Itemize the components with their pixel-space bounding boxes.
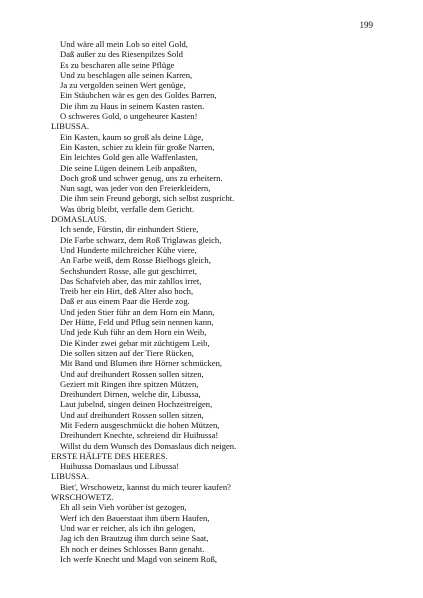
verse-line: Daß außer zu des Riesenpilzes Sold xyxy=(60,49,183,60)
verse-line: Und zu beschlagen alle seinen Karren, xyxy=(60,69,193,80)
verse-line: Willst du dem Wunsch des Domaslaus dich neigen. xyxy=(60,440,237,451)
verse-line: Jag ich den Brautzug ihm durch seine Saat, xyxy=(60,533,209,544)
verse-line: Dreihundert Dirnen, welche dir, Libussa, xyxy=(60,389,201,400)
verse-line: Eh all sein Vieh vorüber ist gezogen, xyxy=(60,502,187,513)
verse-line: O schweres Gold, o ungeheurer Kasten! xyxy=(60,111,198,122)
verse-line: Ein leichtes Gold gen alle Waffenlasten, xyxy=(60,152,198,163)
verse-line: Werf ich den Bauerstaat ihm übern Haufen, xyxy=(60,512,210,523)
verse-line: Und war er reicher, als ich ihn gelogen, xyxy=(60,522,196,533)
verse-line: Und jede Kuh führ an dem Horn ein Weib, xyxy=(60,327,207,338)
verse-line: Dreihundert Knechte, schreiend dir Huihussa! xyxy=(60,430,219,441)
verse-line: Die sollen sitzen auf der Tiere Rücken, xyxy=(60,347,194,358)
speaker-name: ERSTE HÄLFTE DES HEERES. xyxy=(51,450,168,461)
speaker-name: WRSCHOWETZ. xyxy=(51,492,114,503)
verse-line: Huihussa Domaslaus und Libussa! xyxy=(60,461,180,472)
verse-line: Ja zu vergolden seinen Wert genüge, xyxy=(60,80,186,91)
verse-line: Mit Band und Blumen ihre Hörner schmücken, xyxy=(60,358,223,369)
verse-line: Treib her ein Hirt, deß Alter also hoch, xyxy=(60,286,194,297)
verse-line: Was übrig bleibt, verfalle dem Gericht. xyxy=(60,203,195,214)
verse-line: Biet', Wrschowetz, kannst du mich teurer kaufen? xyxy=(60,481,231,492)
verse-line: Ein Kasten, kaum so groß als deine Lüge, xyxy=(60,131,204,142)
verse-line: Ein Stäubchen wär es gen des Goldes Barren, xyxy=(60,90,217,101)
page-text xyxy=(51,39,391,564)
verse-line: Nun sagt, was jeder von den Freierkleidern, xyxy=(60,183,211,194)
verse-line: Mit Federn ausgeschmückt die hohen Mützen, xyxy=(60,419,220,430)
verse-line: Die ihm sein Freund geborgt, sich selbst zuspricht. xyxy=(60,193,235,204)
verse-line: Ein Kasten, schier zu klein für große Narren, xyxy=(60,141,215,152)
verse-line: Und jeden Stier führ an dem Horn ein Mann, xyxy=(60,306,215,317)
verse-line: Die ihm zu Haus in seinem Kasten rasten. xyxy=(60,100,205,111)
verse-line: An Farbe weiß, dem Rosse Bielbogs gleich, xyxy=(60,255,211,266)
verse-line: Das Schafvieh aber, das mir zahllos irret, xyxy=(60,275,202,286)
page-number: 199 xyxy=(359,20,373,30)
verse-line: Die Farbe schwarz, dem Roß Triglawas gleich, xyxy=(60,234,222,245)
verse-line: Doch groß und schwer genug, uns zu erheitern. xyxy=(60,172,223,183)
verse-line: Eh noch er deines Schlosses Bann genaht. xyxy=(60,543,205,554)
verse-line: Und auf dreihundert Rossen sollen sitzen, xyxy=(60,409,204,420)
verse-line: Laut jubelnd, singen deinen Hochzeitreigen, xyxy=(60,399,213,410)
speaker-name: LIBUSSA. xyxy=(51,121,89,132)
verse-line: Die Kinder zwei gebar mit züchtigem Leib, xyxy=(60,337,210,348)
verse-line: Die seine Lügen deinem Leib anpaßten, xyxy=(60,162,197,173)
speaker-name: LIBUSSA. xyxy=(51,471,89,482)
verse-line: Daß er aus einem Paar die Herde zog. xyxy=(60,296,190,307)
speaker-name: DOMASLAUS. xyxy=(51,214,107,225)
verse-line: Der Hütte, Feld und Pflug sein nennen kann, xyxy=(60,317,214,328)
verse-line: Ich werfe Knecht und Magd von seinem Roß, xyxy=(60,553,218,564)
verse-line: Es zu bescharen alle seine Pflüge xyxy=(60,59,175,70)
verse-line: Geziert mit Ringen ihre spitzen Mützen, xyxy=(60,378,199,389)
verse-line: Sechshundert Rosse, alle gut geschirret, xyxy=(60,265,197,276)
verse-line: Und Hunderte milchreicher Kühe viere, xyxy=(60,244,197,255)
verse-line: Und wäre all mein Lob so eitel Gold, xyxy=(60,39,188,49)
verse-line: Und auf dreihundert Rossen sollen sitzen, xyxy=(60,368,204,379)
verse-line: Ich sende, Fürstin, dir einhundert Stiere, xyxy=(60,224,199,235)
